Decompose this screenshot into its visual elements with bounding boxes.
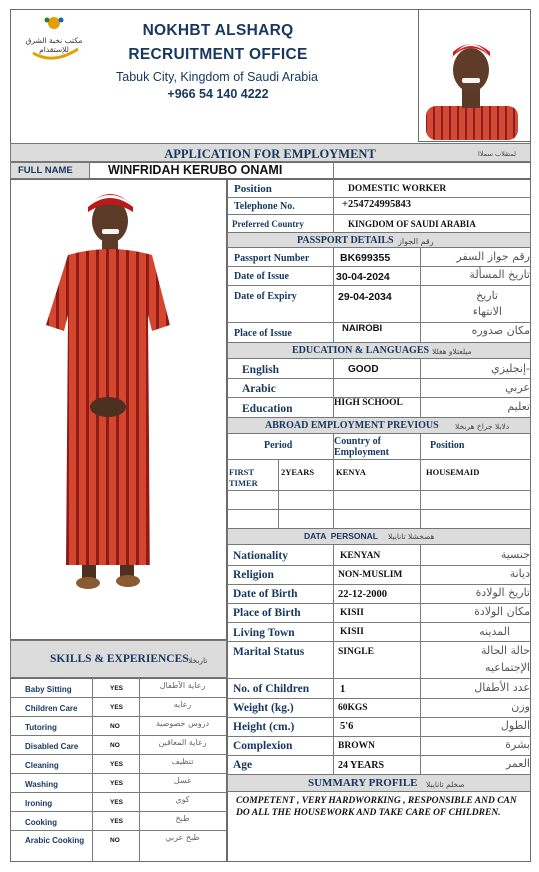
nationality-value: KENYAN xyxy=(340,551,381,561)
skill-value: YES xyxy=(110,818,124,825)
full-name-value: WINFRIDAH KERUBO ONAMI xyxy=(108,163,283,177)
skills-divider xyxy=(10,697,227,698)
abroad-title-ar: دلابلا جراخ هربخلا xyxy=(455,422,510,431)
divider xyxy=(227,214,531,215)
abroad-col-position: Position xyxy=(430,440,465,451)
preferred-country-value: KINGDOM OF SAUDI ARABIA xyxy=(348,219,476,229)
marital-status-ar-2: الإجتماعيه xyxy=(485,661,530,674)
divider xyxy=(227,490,531,491)
skill-label: Washing xyxy=(25,780,59,789)
expiry-date-value: 29-04-2034 xyxy=(338,291,392,303)
divider xyxy=(333,359,334,417)
skill-value: YES xyxy=(110,799,124,806)
skill-value: YES xyxy=(110,685,124,692)
education-title-ar: ميلعتلاو هغللا xyxy=(432,347,472,356)
religion-label: Religion xyxy=(233,569,274,581)
personal-title-ar: هصخشلا تانايبلا xyxy=(388,532,435,541)
passport-title: PASSPORT DETAILS xyxy=(297,235,394,246)
abroad-title: ABROAD EMPLOYMENT PREVIOUS xyxy=(265,420,439,431)
company-phone: +966 54 140 4222 xyxy=(167,87,269,101)
skill-value: YES xyxy=(110,704,124,711)
complexion-value: BROWN xyxy=(338,741,375,751)
divider xyxy=(227,584,531,585)
skill-value: YES xyxy=(110,780,124,787)
company-location: Tabuk City, Kingdom of Saudi Arabia xyxy=(116,70,318,84)
name-divider xyxy=(333,162,334,179)
divider xyxy=(420,434,421,528)
skill-arabic: رعايه xyxy=(173,700,192,709)
children-ar: عدد الأطفال xyxy=(474,681,530,694)
weight-label: Weight (kg.) xyxy=(233,702,294,714)
children-value: 1 xyxy=(340,684,346,695)
skill-arabic: طبخ xyxy=(175,814,190,823)
place-of-issue-label: Place of Issue xyxy=(234,328,292,339)
divider xyxy=(227,285,531,286)
skill-label: Arabic Cooking xyxy=(25,836,85,845)
issue-date-value: 30-04-2024 xyxy=(336,271,390,283)
education-title: EDUCATION & LANGUAGES xyxy=(292,345,430,356)
divider xyxy=(227,509,531,510)
nationality-label: Nationality xyxy=(233,550,288,562)
position-value: DOMESTIC WORKER xyxy=(348,184,447,194)
passport-number-value: BK699355 xyxy=(340,252,391,264)
dob-value: 22-12-2000 xyxy=(338,589,387,600)
marital-status-label: Marital Status xyxy=(233,646,305,658)
education-level-label: Education xyxy=(242,403,293,415)
complexion-label: Complexion xyxy=(233,740,293,752)
skills-divider xyxy=(10,830,227,831)
full-name-label: FULL NAME xyxy=(18,165,73,176)
divider xyxy=(227,565,531,566)
skill-arabic: تنظيف xyxy=(171,757,194,766)
personal-title: DATA PERSONAL xyxy=(304,531,378,541)
living-town-value: KISII xyxy=(340,627,364,637)
abroad-col-country: Country of Employment xyxy=(334,436,389,458)
age-ar: العمر xyxy=(505,757,530,770)
weight-value: 60KGS xyxy=(338,703,368,713)
skill-value: NO xyxy=(110,742,120,749)
skill-label: Disabled Care xyxy=(25,742,79,751)
marital-status-ar-1: حالة الحالة xyxy=(480,644,530,657)
divider xyxy=(227,717,531,718)
skill-label: Ironing xyxy=(25,799,53,808)
divider xyxy=(227,603,531,604)
position-label: Position xyxy=(234,183,272,195)
education-level-ar: تعليم xyxy=(507,400,530,413)
pob-ar: مكان الولادة xyxy=(474,605,530,618)
skill-label: Cleaning xyxy=(25,761,59,770)
marital-status-value: SINGLE xyxy=(338,647,374,657)
skills-divider xyxy=(10,716,227,717)
skill-arabic: رعاية المعاقين xyxy=(158,738,207,747)
skills-title: SKILLS & EXPERIENCES xyxy=(50,653,189,665)
nationality-ar: جنسية xyxy=(500,548,530,561)
expiry-date-label: Date of Expiry xyxy=(234,291,297,302)
english-value: GOOD xyxy=(348,364,379,375)
living-town-label: Living Town xyxy=(233,627,295,639)
divider xyxy=(227,266,531,267)
passport-title-ar: رقم الجواز xyxy=(398,237,434,246)
skill-value: YES xyxy=(110,761,124,768)
height-value: 5'6 xyxy=(340,721,354,732)
skill-arabic: كوي xyxy=(175,795,190,804)
personal-band xyxy=(227,528,531,545)
summary-text: COMPETENT , VERY HARDWORKING , RESPONSIBLE AND CAN DO ALL THE HOUSEWORK AND TAKE CARE OF CHILDREN. xyxy=(236,796,517,818)
abroad-row-country: KENYA xyxy=(336,467,366,477)
weight-ar: وزن xyxy=(511,700,530,713)
divider xyxy=(278,459,279,528)
full-body-photo xyxy=(30,185,180,597)
pob-value: KISII xyxy=(340,608,364,618)
application-title-ar: لمتقلاب سملاا xyxy=(478,150,516,158)
summary-title: SUMMARY PROFILE xyxy=(308,777,418,789)
place-of-issue-value: NAIROBI xyxy=(342,323,383,334)
company-name-line2: RECRUITMENT OFFICE xyxy=(128,46,308,63)
arabic-ar: عربي xyxy=(505,381,530,394)
logo-arabic-text: مكتب نخبة الشرق للإستقدام xyxy=(25,36,83,54)
complexion-ar: بشرة xyxy=(505,738,530,751)
divider xyxy=(227,622,531,623)
religion-value: NON-MUSLIM xyxy=(338,570,403,580)
skill-label: Cooking xyxy=(25,818,57,827)
english-label: English xyxy=(242,364,280,376)
english-ar: -إنجليزي xyxy=(491,362,530,375)
skills-divider xyxy=(10,735,227,736)
abroad-row-position: HOUSEMAID xyxy=(426,467,480,477)
telephone-label: Telephone No. xyxy=(234,201,295,212)
skill-label: Children Care xyxy=(25,704,78,713)
divider xyxy=(333,248,334,342)
skills-divider xyxy=(10,773,227,774)
dob-label: Date of Birth xyxy=(233,588,298,600)
divider xyxy=(227,459,531,460)
height-label: Height (cm.) xyxy=(233,721,295,733)
preferred-country-label: Preferred Country xyxy=(232,219,304,229)
arabic-label: Arabic xyxy=(242,383,276,395)
skill-label: Tutoring xyxy=(25,723,57,732)
religion-ar: ديانة xyxy=(509,567,530,580)
education-level-value: HIGH SCHOOL xyxy=(334,398,403,408)
divider xyxy=(227,736,531,737)
divider xyxy=(227,698,531,699)
skill-label: Baby Sitting xyxy=(25,685,72,694)
age-label: Age xyxy=(233,759,253,771)
skills-title-ar: تاربخلا xyxy=(188,656,208,665)
skills-divider xyxy=(10,811,227,812)
issue-date-ar: تاريخ المسألة xyxy=(469,268,530,281)
skill-arabic: دروس خصوصية xyxy=(155,719,210,728)
abroad-row-period: 2YEARS xyxy=(281,467,315,477)
skills-divider xyxy=(10,754,227,755)
skills-divider xyxy=(10,792,227,793)
dob-ar: تاريخ الولادة xyxy=(475,586,530,599)
height-ar: الطول xyxy=(500,719,530,732)
skill-arabic: طبخ عربي xyxy=(165,833,200,842)
summary-title-ar: صخلم تانايبلا xyxy=(426,780,465,789)
divider xyxy=(333,545,334,774)
skill-value: NO xyxy=(110,723,120,730)
skill-arabic: غسل xyxy=(173,776,192,785)
abroad-col-period: Period xyxy=(264,440,293,451)
place-of-issue-ar: مكان صدوره xyxy=(471,324,530,337)
telephone-value: +254724995843 xyxy=(342,199,411,210)
divider xyxy=(92,678,93,862)
skill-arabic: رعاية الأطفال xyxy=(159,681,206,690)
divider xyxy=(333,179,334,232)
portrait-photo xyxy=(420,30,524,140)
divider xyxy=(227,678,531,679)
issue-date-label: Date of Issue xyxy=(234,271,289,282)
expiry-date-ar-2: الانتهاء xyxy=(472,305,502,318)
expiry-date-ar-1: تاريخ xyxy=(476,289,498,302)
divider xyxy=(227,197,531,198)
passport-number-ar: رقم جواز السفر xyxy=(456,250,530,263)
divider xyxy=(227,378,531,379)
divider xyxy=(227,755,531,756)
living-town-ar: المدينه xyxy=(479,625,510,638)
passport-number-label: Passport Number xyxy=(234,253,310,264)
children-label: No. of Children xyxy=(233,683,310,695)
pob-label: Place of Birth xyxy=(233,607,301,619)
application-title: APPLICATION FOR EMPLOYMENT xyxy=(164,147,376,161)
age-value: 24 YEARS xyxy=(338,760,385,771)
abroad-row-label: FIRST TIMER xyxy=(229,467,258,488)
skill-value: NO xyxy=(110,837,120,844)
divider xyxy=(227,641,531,642)
company-name-line1: NOKHBT ALSHARQ xyxy=(142,22,294,39)
